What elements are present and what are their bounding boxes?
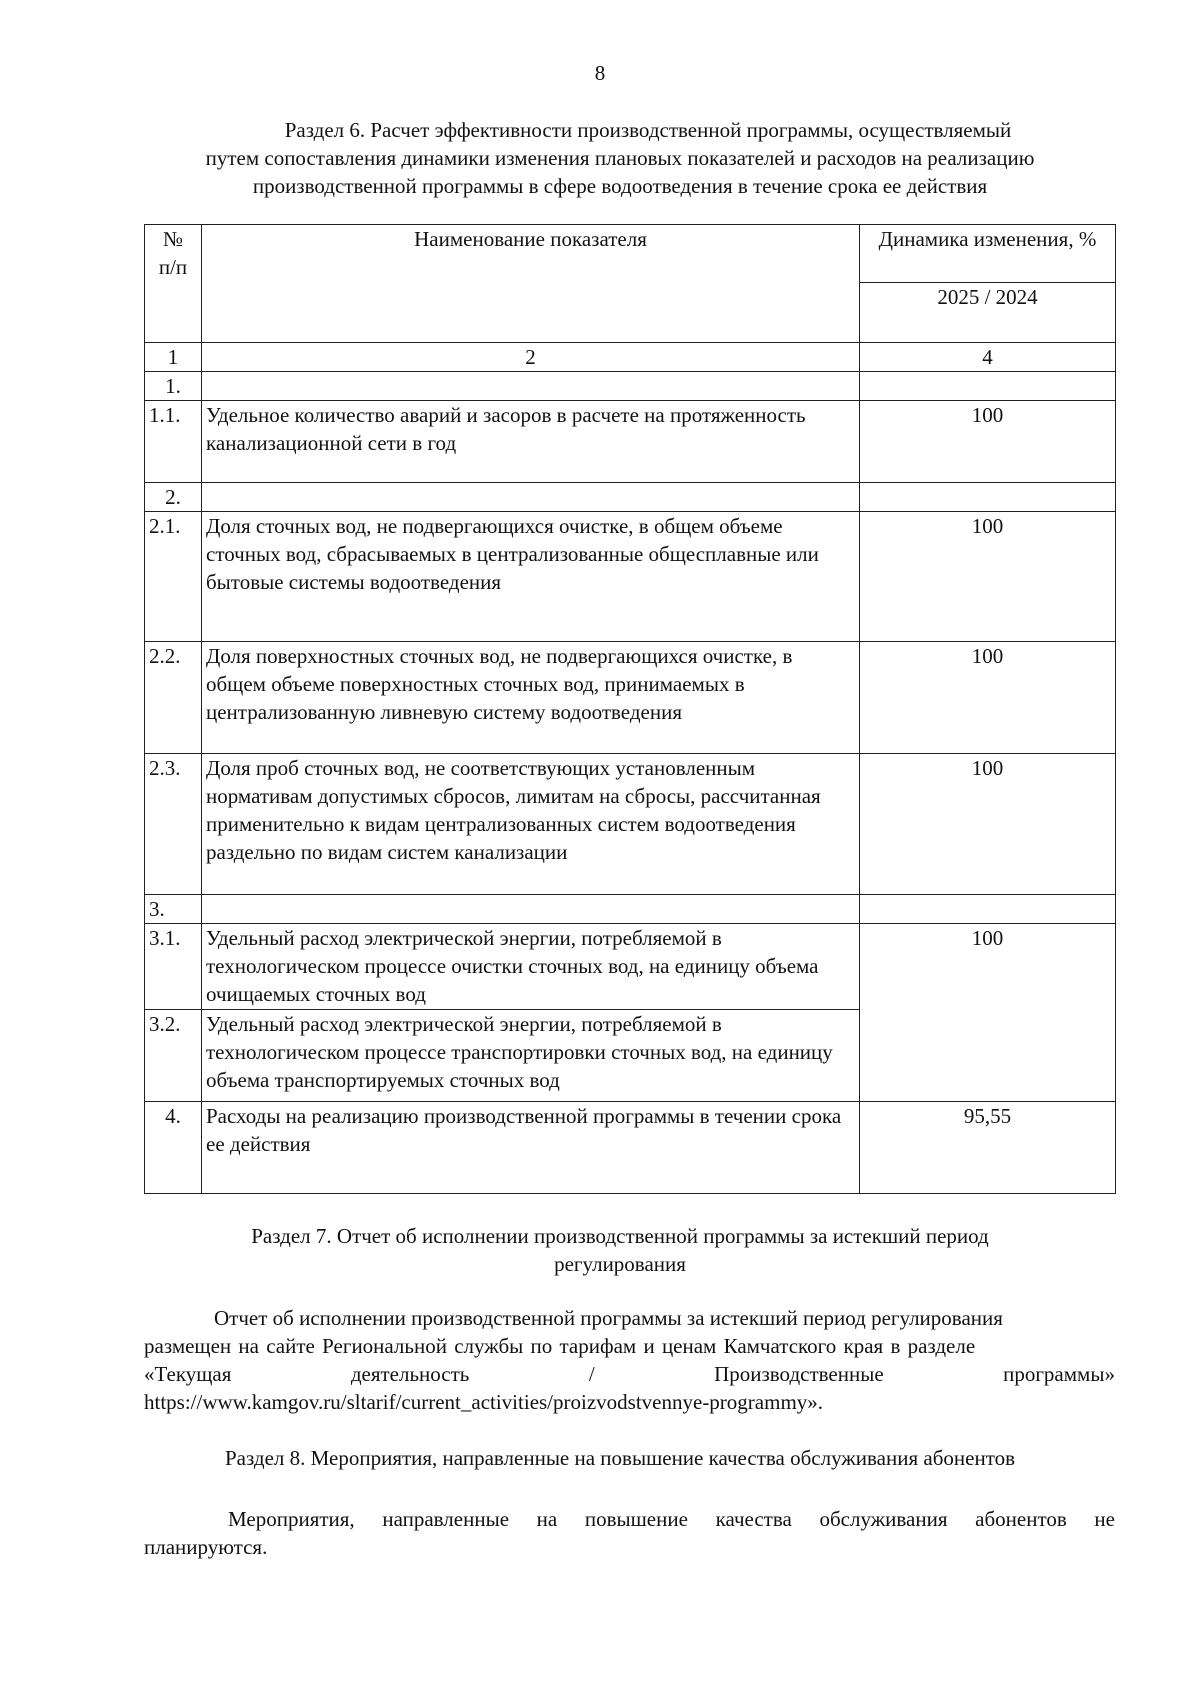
- paragraph-text: размещен на сайте Региональной службы по тарифам и ценам Камчатского края в разделе: [144, 1334, 976, 1358]
- header-period: 2025 / 2024: [860, 283, 1116, 343]
- row-num: 2.3.: [145, 754, 202, 895]
- row-value: 95,55: [860, 1102, 1116, 1194]
- report-link: https://www.kamgov.ru/sltarif/current_activities/proizvodstvennye-programmy».: [144, 1390, 824, 1414]
- row-value: [860, 895, 1116, 924]
- row-name: [202, 372, 860, 401]
- table-row: [145, 483, 1116, 512]
- table-row: [145, 512, 1116, 642]
- table-row: [145, 754, 1116, 895]
- row-name: Доля проб сточных вод, не соответствующих установленным нормативам допустимых сбросов, лимитам на сбросы, рассчитанная применительно к видам централизованных систем водоотведения раздельно по видам систем канализации: [202, 754, 860, 895]
- row-value: 100: [860, 401, 1116, 483]
- row-name: Удельный расход электрической энергии, потребляемой в технологическом процессе очистки сточных вод, на единицу объема очищаемых сточных вод: [202, 924, 860, 1010]
- row-num: 2.1.: [145, 512, 202, 642]
- row-name: [202, 895, 860, 924]
- col-number: 4: [860, 343, 1116, 372]
- row-num: 4.: [145, 1102, 202, 1194]
- row-name: Удельное количество аварий и засоров в расчете на протяженность канализационной сети в год: [202, 401, 860, 483]
- paragraph-line: [144, 1332, 1115, 1360]
- row-value: 100: [860, 642, 1116, 754]
- paragraph-word: /: [588, 1362, 595, 1386]
- row-num: 2.: [145, 483, 202, 512]
- col-number: 1: [145, 343, 202, 372]
- table-row: [145, 924, 1116, 1010]
- table-row: [145, 1102, 1116, 1194]
- efficiency-table: [144, 224, 1116, 1194]
- table-row: [145, 372, 1116, 401]
- row-name: Доля сточных вод, не подвергающихся очистке, в общем объеме сточных вод, сбрасываемых в централизованные общесплавные или бытовые системы водоотведения: [202, 512, 860, 642]
- row-num: 1.1.: [145, 401, 202, 483]
- row-name: Расходы на реализацию производственной программы в течении срока ее действия: [202, 1102, 860, 1194]
- page-number: 8: [594, 61, 606, 85]
- row-num: 2.2.: [145, 642, 202, 754]
- section6-title-line: путем сопоставления динамики изменения плановых показателей и расходов на реализацию: [205, 146, 1035, 170]
- row-num: 1.: [145, 372, 202, 401]
- header-name: Наименование показателя: [202, 225, 860, 343]
- row-value: 100: [860, 754, 1116, 895]
- row-value: 100: [860, 924, 1116, 1102]
- row-value: [860, 483, 1116, 512]
- section8-paragraph: [144, 1505, 1115, 1561]
- header-num: № п/п: [145, 225, 202, 343]
- section6-title: [140, 116, 1100, 200]
- col-number: 2: [202, 343, 860, 372]
- row-name: Доля поверхностных сточных вод, не подвергающихся очистке, в общем объеме поверхностных сточных вод, принимаемых в централизованную ливневую систему водоотведения: [202, 642, 860, 754]
- table-row: [145, 401, 1116, 483]
- section7-title-line: регулирования: [554, 1252, 686, 1276]
- row-num: 3.1.: [145, 924, 202, 1010]
- table-row: [145, 895, 1116, 924]
- row-name: [202, 483, 860, 512]
- row-value: [860, 372, 1116, 401]
- section7-paragraph: [144, 1304, 1115, 1416]
- paragraph-word: «Текущая: [144, 1362, 232, 1386]
- section7-title-line: Раздел 7. Отчет об исполнении производственной программы за истекший период: [251, 1224, 989, 1248]
- section6-title-line: производственной программы в сфере водоотведения в течение срока ее действия: [252, 174, 988, 198]
- paragraph-word: Производственные: [714, 1362, 884, 1386]
- paragraph-word: деятельность: [350, 1362, 470, 1386]
- header-dynamics: Динамика изменения, %: [860, 225, 1116, 283]
- row-num: 3.: [145, 895, 202, 924]
- section6-title-line: Раздел 6. Расчет эффективности производственной программы, осуществляемый: [284, 118, 1012, 142]
- paragraph-text: Отчет об исполнении производственной программы за истекший период регулирования: [214, 1306, 1003, 1330]
- paragraph-text: Мероприятия, направленные на повышение качества обслуживания абонентов не планируются.: [144, 1507, 1115, 1559]
- row-name: Удельный расход электрической энергии, потребляемой в технологическом процессе транспортировки сточных вод, на единицу объема транспортируемых сточных вод: [202, 1010, 860, 1102]
- paragraph-word: программы»: [1003, 1362, 1115, 1386]
- section7-title: [140, 1222, 1100, 1278]
- section8-title: Раздел 8. Мероприятия, направленные на повышение качества обслуживания абонентов: [224, 1446, 1016, 1470]
- row-num: 3.2.: [145, 1010, 202, 1102]
- table-row: [145, 642, 1116, 754]
- paragraph-line: [144, 1360, 1115, 1388]
- row-value: 100: [860, 512, 1116, 642]
- paragraph-line: [144, 1304, 1115, 1332]
- paragraph-line: [144, 1388, 1115, 1416]
